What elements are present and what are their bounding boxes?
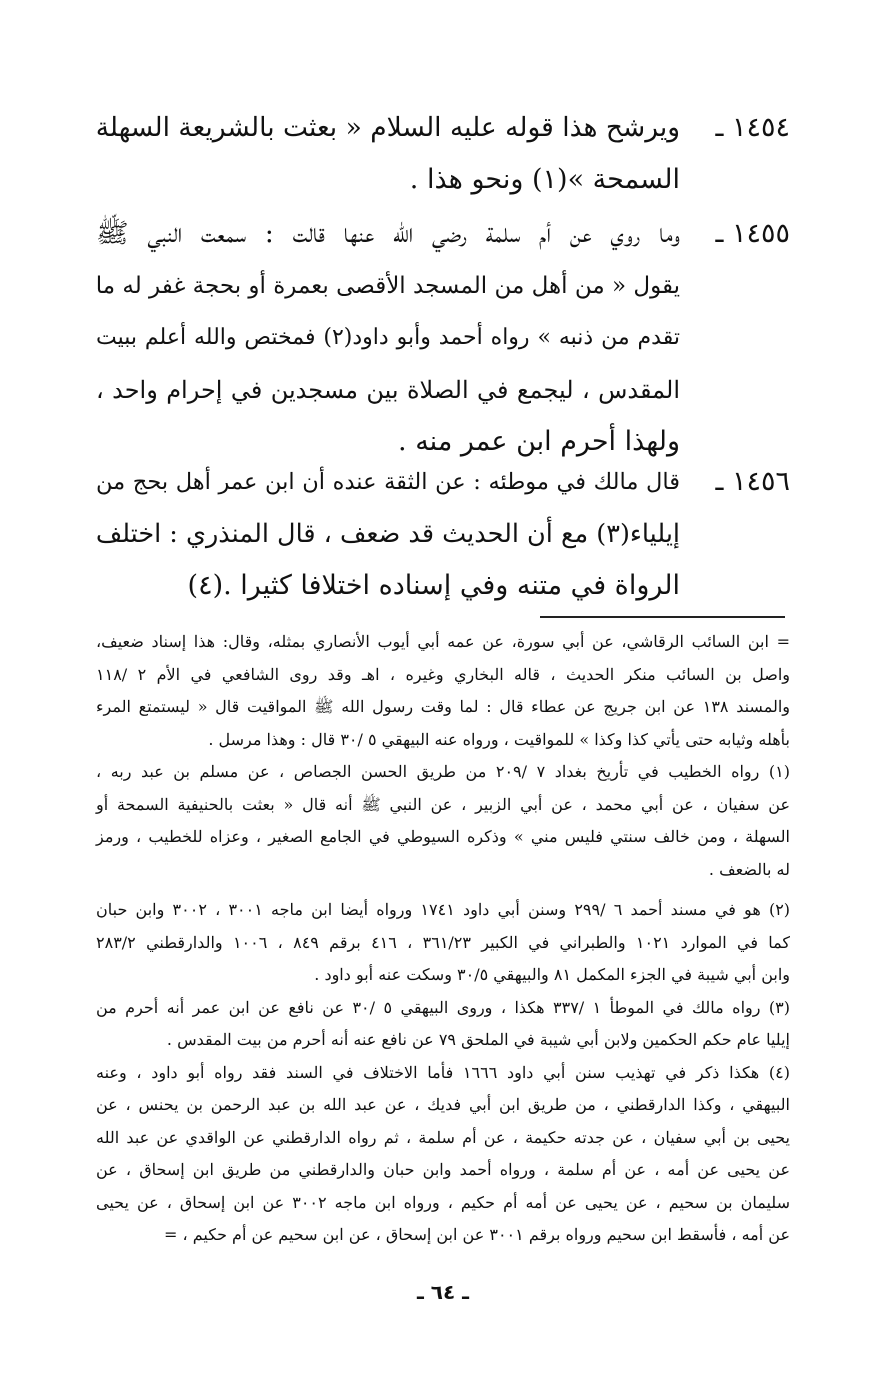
footnote-line: عن سفيان ، عن أبي محمد ، عن أبي الزبير ، عن النبي ﷺ أنه قال « بعثت بالحنيفية السمحة أو	[96, 794, 790, 814]
footnote-line: والمسند ١٣٨ عن ابن جريج عن عطاء قال : لما وقت رسول الله ﷺ المواقيت قال « ليستمتع المرء	[96, 697, 790, 716]
entry-line: إيلياء(٣) مع أن الحديث قد ضعف ، قال المنذري : اختلف	[95, 519, 680, 549]
footnote-line: وابن أبي شيبة في الجزء المكمل ٨١ والبيهقي ٣٠/٥ وسكت عنه أبو داود .	[314, 965, 790, 984]
footnote-continuation	[96, 626, 790, 756]
footnote-line: = ابن السائب الرقاشي، عن أبي سورة، عن عمه أبي أيوب الأنصاري بمثله، وقال: هذا إسناد ضعيف،	[96, 632, 790, 651]
entry-line: وما روي عن أم سلمة رضي الله عنها قالت : سمعت النبي ﷺ	[96, 218, 680, 249]
entry-line: المقدس ، ليجمع في الصلاة بين مسجدين في إحرام واحد ،	[96, 376, 680, 404]
footnote-line: إيليا عام حكم الحكمين ولابن أبي شيبة في الملحق ٧٩ عن نافع عنه أنه أحرم من بيت المقدس .	[166, 1030, 790, 1049]
entry-1455	[96, 208, 790, 468]
entry-line: تقدم من ذنبه » رواه أحمد وأبو داود(٢) فمختص والله أعلم ببيت	[96, 325, 680, 350]
entry-line: ولهذا أحرم ابن عمر منه .	[398, 426, 680, 457]
footnote-line: بأهله وثيابه حتى يأتي كذا وكذا » للمواقيت ، ورواه عنه البيهقي ٥ /٣٠ قال : وهذا مرسل .	[208, 729, 790, 749]
footnote-line: (١) رواه الخطيب في تأريخ بغداد ٧ /٢٠٩ من طريق الحسن الجصاص ، عن مسلم بن عبد ربه ،	[96, 762, 791, 781]
entry-number: ١٤٥٥ ـ	[715, 218, 790, 249]
footnote-4	[96, 1057, 790, 1252]
footnote-3	[96, 992, 790, 1057]
footnote-line: (٢) هو في مسند أحمد ٦ /٢٩٩ وسنن أبي داود ١٧٤١ ورواه أيضا ابن ماجه ٣٠٠١ ، ٣٠٠٢ وابن حبان	[96, 900, 791, 919]
entry-line: الرواة في متنه وفي إسناده اختلافا كثيرا .(٤)	[187, 570, 680, 601]
page-number: ـ ٦٤ ـ	[416, 1280, 470, 1304]
entry-line: السمحة »(١) ونحو هذا .	[409, 164, 680, 195]
footnotes	[96, 626, 790, 1252]
footnote-line: السهلة ، ومن خالف سنتي فليس مني » وذكره السيوطي في الجامع الصغير ، وعزاه للخطيب ، ورمز	[96, 827, 790, 846]
footnote-line: عن يحيى عن أمه ، عن أم سلمة ، ورواه أحمد وابن حبان والدارقطني من طريق ابن إسحاق ، عن	[96, 1160, 790, 1179]
entry-1454	[96, 102, 790, 206]
footnote-line: له بالضعف .	[708, 859, 790, 879]
footnote-2	[96, 894, 790, 992]
footnote-separator	[540, 616, 785, 618]
footnote-line: (٤) هكذا ذكر في تهذيب سنن أبي داود ١٦٦٦ فأما الاختلاف في السند فقد رواه أبو داود ، وعنه	[96, 1062, 791, 1082]
entry-line: يقول « من أهل من المسجد الأقصى بعمرة أو بحجة غفر له ما	[95, 273, 680, 299]
footnote-line: كما في الموارد ١٠٢١ والطبراني في الكبير ٣٦١/٢٣ ، ٤١٦ برقم ٨٤٩ ، ١٠٠٦ والدارقطني ٢٨٣/٢	[96, 932, 791, 952]
footnote-line: سليمان بن سحيم ، عن يحيى عن أمه أم حكيم ، ورواه ابن ماجه ٣٠٠٢ عن ابن إسحاق ، عن يحيى	[96, 1192, 791, 1212]
footnote-line: (٣) رواه مالك في الموطأ ١ /٣٣٧ هكذا ، وروى البيهقي ٥ /٣٠ عن نافع عن ابن عمر أنه أحرم من	[96, 997, 790, 1017]
footnote-line: يحيى بن أبي سفيان ، عن جدته حكيمة ، عن أم سلمة ، ثم رواه الدارقطني عن الواقدي عن عبد الله	[96, 1127, 791, 1147]
entry-number: ١٤٥٤ ـ	[715, 112, 790, 143]
entry-number: ١٤٥٦ ـ	[715, 466, 790, 497]
footnote-1	[96, 756, 790, 886]
entry-line: قال مالك في موطئه : عن الثقة عنده أن ابن عمر أهل بحج من	[96, 469, 680, 495]
footnote-line: عن أمه ، فأسقط ابن سحيم ورواه برقم ٣٠٠١ عن ابن إسحاق ، عن ابن سحيم عن أم حكيم ، =	[164, 1225, 790, 1244]
entry-1456	[96, 456, 790, 612]
footnote-line: البيهقي ، وكذا الدارقطني ، من طريق ابن أبي فديك ، عن عبد الله بن عبد الرحمن بن يحنس ، عن	[96, 1095, 791, 1114]
footnote-line: واصل بن السائب منكر الحديث ، قاله البخاري وغيره ، اهـ وقد روى الشافعي في الأم ٢ /١١٨	[96, 664, 790, 684]
entry-line: ويرشح هذا قوله عليه السلام « بعثت بالشريعة السهلة	[95, 112, 680, 143]
